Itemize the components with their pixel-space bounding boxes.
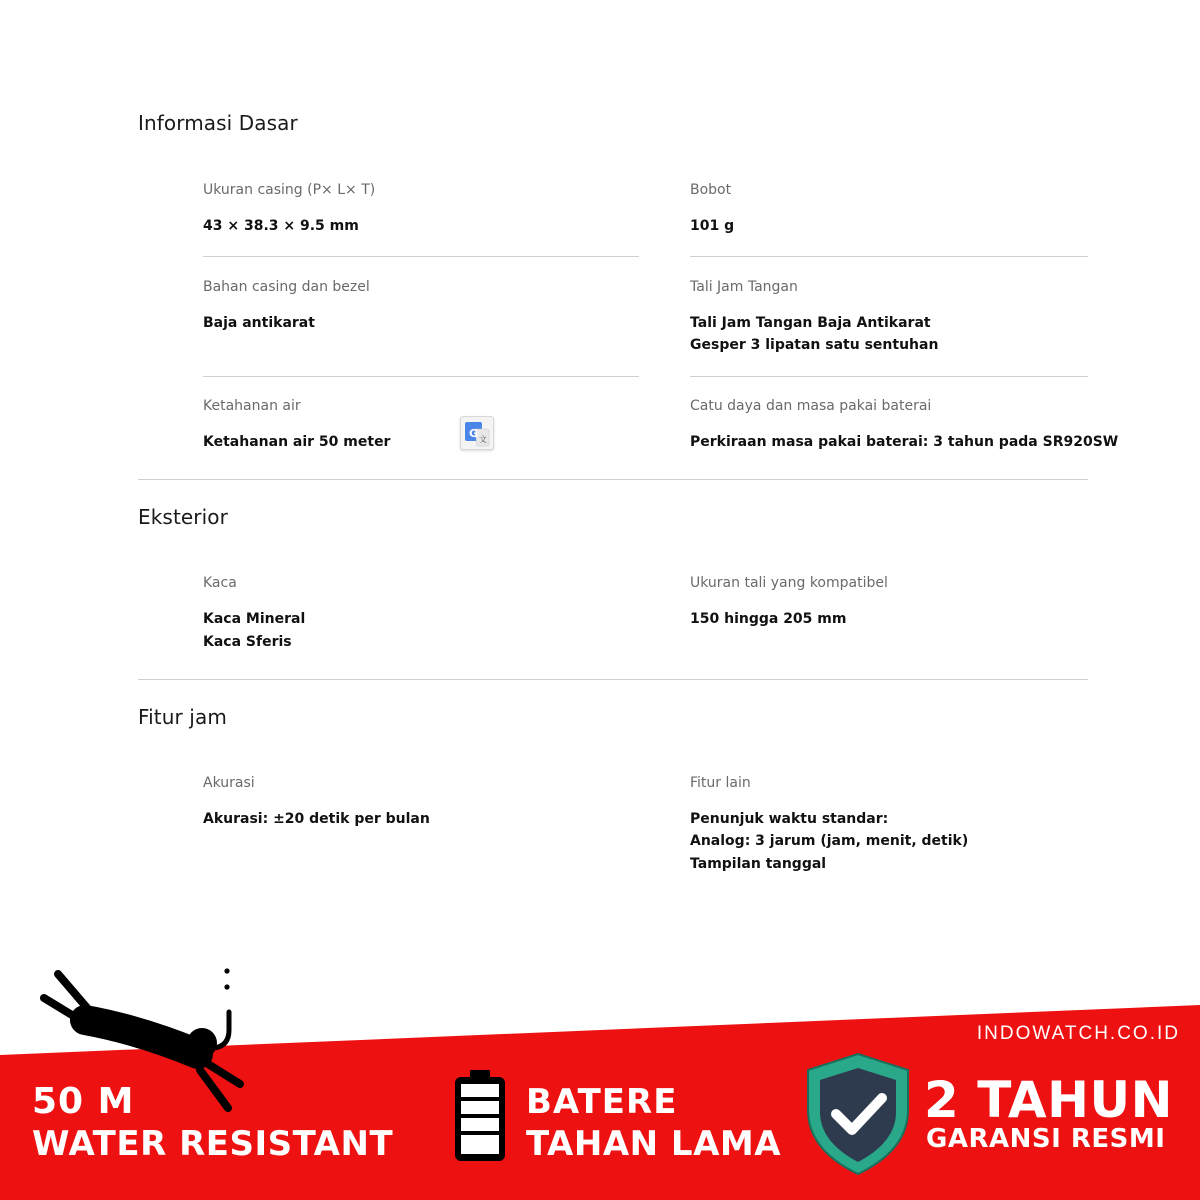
- spec-label: Ketahanan air: [203, 398, 301, 414]
- section-title-eksterior: Eksterior: [138, 505, 228, 529]
- section-title-fitur-jam: Fitur jam: [138, 705, 227, 729]
- water-resistant-text: WATER RESISTANT: [32, 1124, 394, 1164]
- spec-value: Ketahanan air 50 meter: [203, 434, 391, 450]
- spec-value: 150 hingga 205 mm: [690, 611, 847, 627]
- battery-text-line1: BATERE: [526, 1082, 678, 1122]
- spec-label: Bahan casing dan bezel: [203, 279, 370, 295]
- spec-value: Akurasi: ±20 detik per bulan: [203, 811, 430, 827]
- section-divider: [138, 479, 1088, 480]
- battery-icon: [452, 1068, 508, 1164]
- spec-label: Ukuran tali yang kompatibel: [690, 575, 888, 591]
- warranty-official-text: GARANSI RESMI: [926, 1124, 1166, 1154]
- spec-value: Gesper 3 lipatan satu sentuhan: [690, 337, 939, 353]
- spec-value: 101 g: [690, 218, 735, 234]
- spec-value: 43 × 38.3 × 9.5 mm: [203, 218, 359, 234]
- section-title-informasi-dasar: Informasi Dasar: [138, 111, 298, 135]
- shield-check-icon: [804, 1052, 912, 1176]
- spec-label: Bobot: [690, 182, 732, 198]
- spec-label: Catu daya dan masa pakai baterai: [690, 398, 932, 414]
- spec-value: Analog: 3 jarum (jam, menit, detik): [690, 833, 969, 849]
- divider: [203, 256, 639, 257]
- spec-value: Perkiraan masa pakai baterai: 3 tahun pada SR920SW: [690, 434, 1119, 450]
- warranty-years-text: 2 TAHUN: [924, 1071, 1173, 1129]
- google-translate-icon[interactable]: [460, 416, 494, 450]
- spec-label: Fitur lain: [690, 775, 751, 791]
- spec-value: Kaca Mineral: [203, 611, 306, 627]
- spec-value: Kaca Sferis: [203, 634, 292, 650]
- spec-value: Tampilan tanggal: [690, 856, 827, 872]
- divider: [690, 376, 1088, 377]
- promo-banner: [0, 960, 1200, 1200]
- spec-value: Tali Jam Tangan Baja Antikarat: [690, 315, 931, 331]
- svg-text:文: 文: [479, 435, 487, 444]
- battery-text-line2: TAHAN LAMA: [526, 1124, 782, 1164]
- divider: [690, 256, 1088, 257]
- spec-value: Penunjuk waktu standar:: [690, 811, 889, 827]
- spec-label: Akurasi: [203, 775, 255, 791]
- spec-label: Ukuran casing (P× L× T): [203, 182, 376, 198]
- water-depth-text: 50 M: [32, 1081, 135, 1122]
- divider: [203, 376, 639, 377]
- site-url: INDOWATCH.CO.ID: [976, 1023, 1180, 1044]
- section-divider: [138, 679, 1088, 680]
- spec-value: Baja antikarat: [203, 315, 315, 331]
- spec-label: Kaca: [203, 575, 237, 591]
- svg-text:G: G: [468, 427, 479, 440]
- spec-label: Tali Jam Tangan: [690, 279, 798, 295]
